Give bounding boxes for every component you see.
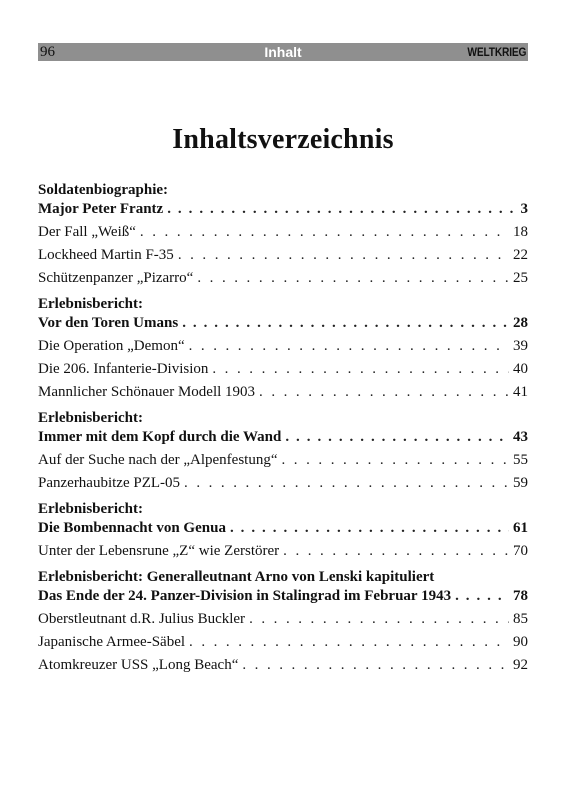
dot-leader xyxy=(230,519,509,538)
toc-entry-main[interactable] xyxy=(38,200,528,219)
toc-entry-title: Japanische Armee-Säbel xyxy=(38,634,186,650)
toc-entry-title: Die 206. Infanterie-Division xyxy=(38,361,209,377)
toc-group-label: Erlebnisbericht: xyxy=(38,410,143,426)
toc-entry-title: Oberstleutnant d.R. Julius Buckler xyxy=(38,611,246,627)
toc-entry-page: 25 xyxy=(513,270,528,286)
toc-entry-page: 90 xyxy=(513,634,528,650)
toc-entry-page: 18 xyxy=(513,224,528,240)
toc-entry-title: Auf der Suche nach der „Alpenfestung“ xyxy=(38,452,278,468)
page-number: 96 xyxy=(40,44,55,60)
toc-group-label: Erlebnisbericht: Generalleutnant Arno von Lenski kapituliert xyxy=(38,569,435,585)
toc-entry-page: 39 xyxy=(513,338,528,354)
dot-leader xyxy=(285,428,509,447)
magazine-name: WELTKRIEG xyxy=(467,45,526,59)
toc-entry-page: 61 xyxy=(513,520,528,536)
dot-leader xyxy=(167,200,516,219)
toc-entry-page: 85 xyxy=(513,611,528,627)
toc-entry-title: Die Bombennacht von Genua xyxy=(38,520,226,536)
dot-leader xyxy=(283,542,509,561)
toc-group-label: Erlebnisbericht: xyxy=(38,296,143,312)
toc-entry-main[interactable] xyxy=(38,314,528,333)
dot-leader xyxy=(182,314,509,333)
toc-entry-page: 3 xyxy=(520,201,528,217)
toc-entry-page: 59 xyxy=(513,475,528,491)
dot-leader xyxy=(189,633,509,652)
toc-entry[interactable] xyxy=(38,610,528,629)
toc-entry-page: 78 xyxy=(513,588,528,604)
toc-entry-title: Mannlicher Schönauer Modell 1903 xyxy=(38,384,256,400)
page-header xyxy=(38,43,528,61)
toc-entry[interactable] xyxy=(38,474,528,493)
toc-entry-title: Das Ende der 24. Panzer-Division in Stalingrad im Februar 1943 xyxy=(38,588,452,604)
dot-leader xyxy=(282,451,510,470)
dot-leader xyxy=(242,656,509,675)
toc-entry[interactable] xyxy=(38,360,528,379)
toc-entry[interactable] xyxy=(38,451,528,470)
page-title: Inhaltsverzeichnis xyxy=(172,124,394,155)
toc-entry[interactable] xyxy=(38,383,528,402)
toc-entry-page: 55 xyxy=(513,452,528,468)
toc-entry-title: Lockheed Martin F-35 xyxy=(38,247,174,263)
dot-leader xyxy=(212,360,509,379)
toc-entry[interactable] xyxy=(38,656,528,675)
toc-entry-title: Major Peter Frantz xyxy=(38,201,164,217)
toc-entry-title: Vor den Toren Umans xyxy=(38,315,179,331)
toc-entry-page: 28 xyxy=(513,315,528,331)
table-of-contents xyxy=(38,181,528,675)
dot-leader xyxy=(455,587,509,606)
toc-entry-page: 70 xyxy=(513,543,528,559)
toc-entry[interactable] xyxy=(38,337,528,356)
toc-entry-title: Immer mit dem Kopf durch die Wand xyxy=(38,429,282,445)
dot-leader xyxy=(140,223,509,242)
toc-entry[interactable] xyxy=(38,542,528,561)
dot-leader xyxy=(189,337,509,356)
toc-entry-title: Panzerhaubitze PZL-05 xyxy=(38,475,181,491)
toc-entry[interactable] xyxy=(38,269,528,288)
dot-leader xyxy=(184,474,509,493)
toc-entry[interactable] xyxy=(38,246,528,265)
toc-entry-main[interactable] xyxy=(38,587,528,606)
dot-leader xyxy=(259,383,509,402)
toc-entry-title: Der Fall „Weiß“ xyxy=(38,224,136,240)
toc-entry-title: Unter der Lebensrune „Z“ wie Zerstörer xyxy=(38,543,280,559)
toc-entry[interactable] xyxy=(38,223,528,242)
toc-group-label: Erlebnisbericht: xyxy=(38,501,143,517)
toc-entry-main[interactable] xyxy=(38,519,528,538)
toc-group-label: Soldatenbiographie: xyxy=(38,182,169,198)
toc-entry-title: Schützenpanzer „Pizarro“ xyxy=(38,270,194,286)
section-title: Inhalt xyxy=(264,44,302,60)
toc-entry-page: 40 xyxy=(513,361,528,377)
toc-entry[interactable] xyxy=(38,633,528,652)
toc-entry-main[interactable] xyxy=(38,428,528,447)
dot-leader xyxy=(178,246,509,265)
toc-entry-page: 92 xyxy=(513,657,528,673)
dot-leader xyxy=(197,269,509,288)
toc-entry-page: 41 xyxy=(513,384,528,400)
dot-leader xyxy=(249,610,509,629)
toc-entry-title: Atomkreuzer USS „Long Beach“ xyxy=(38,657,239,673)
toc-entry-title: Die Operation „Demon“ xyxy=(38,338,185,354)
toc-entry-page: 43 xyxy=(513,429,528,445)
toc-entry-page: 22 xyxy=(513,247,528,263)
